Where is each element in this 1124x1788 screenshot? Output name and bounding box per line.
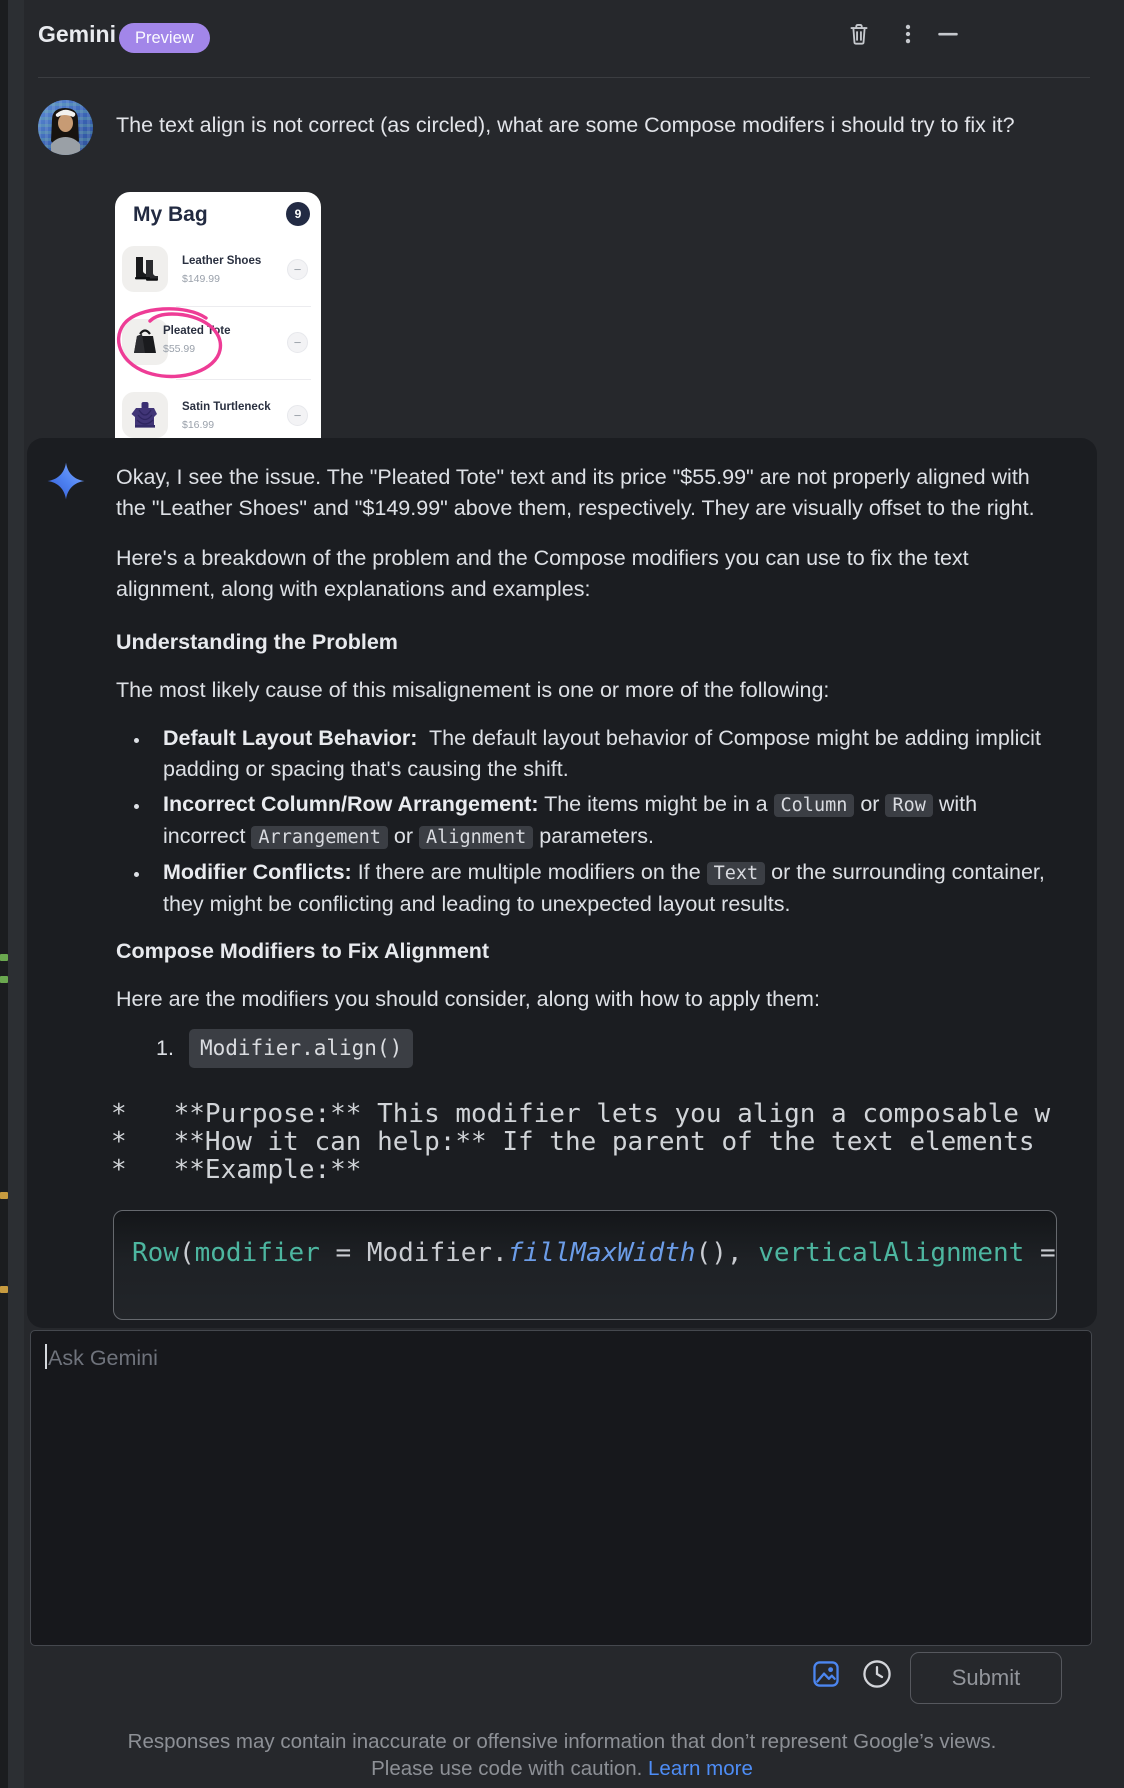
attached-screenshot-my-bag[interactable] xyxy=(115,192,321,454)
disclaimer-line2: Please use code with caution. Learn more xyxy=(371,1756,753,1780)
gutter-mark-green xyxy=(0,976,8,983)
image-icon xyxy=(811,1676,841,1693)
decrease-quantity-button[interactable]: − xyxy=(287,332,308,353)
paragraph: Okay, I see the issue. The "Pleated Tote" text and its price "$55.99" are not properly aligned with the "Leather Shoes" and "$149.99" above them, respectively. They are visually offset to the right. xyxy=(116,465,1035,520)
minimize-button[interactable] xyxy=(934,22,962,50)
text-cursor xyxy=(45,1344,47,1369)
gutter-mark-yellow xyxy=(0,1286,8,1293)
learn-more-link[interactable]: Learn more xyxy=(648,1756,753,1780)
raw-markdown-block: * **Purpose:** This modifier lets you align a composable w * **How it can help:** If the parent of the text elements * **Example:** xyxy=(111,1100,1051,1184)
item-name: Leather Shoes xyxy=(182,255,262,267)
list-item: • Incorrect Column/Row Arrangement: The items might be in a Column or Row with incorrect Arrangement or Alignment parameters. xyxy=(151,789,1061,853)
bag-title: My Bag xyxy=(133,203,208,226)
disclaimer-line1: Responses may contain inaccurate or offensive information that don’t represent Google’s views. xyxy=(127,1730,997,1753)
decrease-quantity-button[interactable]: − xyxy=(287,259,308,280)
item-price: $55.99 xyxy=(163,343,196,355)
list-item: • Default Layout Behavior: The default layout behavior of Compose might be adding implicit padding or spacing that's causing the shift. xyxy=(151,723,1061,785)
input-placeholder: Ask Gemini xyxy=(48,1346,158,1370)
user-avatar xyxy=(38,100,93,155)
product-thumbnail-turtleneck xyxy=(122,392,168,438)
bullet-list xyxy=(116,723,1061,920)
code-block[interactable]: Row(modifier = Modifier.fillMaxWidth(), verticalAlignment = xyxy=(113,1210,1057,1320)
item-name: Pleated Tote xyxy=(163,325,231,337)
disclaimer xyxy=(0,1729,1124,1782)
item-price: $149.99 xyxy=(182,273,220,285)
inline-code: Column xyxy=(774,794,855,817)
prompt-input[interactable] xyxy=(30,1330,1092,1646)
paragraph: Here's a breakdown of the problem and the Compose modifiers you can use to fix the text alignment, along with explanations and examples: xyxy=(116,546,969,601)
more-options-button[interactable] xyxy=(894,22,922,50)
bag-item-pleated-tote xyxy=(122,319,314,367)
submit-button[interactable]: Submit xyxy=(910,1652,1062,1704)
inline-code: Text xyxy=(707,862,766,885)
attach-image-button[interactable] xyxy=(811,1659,841,1694)
item-name: Satin Turtleneck xyxy=(182,401,271,413)
section-heading: Compose Modifiers to Fix Alignment xyxy=(116,939,490,963)
inline-code: Alignment xyxy=(419,826,533,849)
kebab-menu-icon xyxy=(895,21,921,52)
response-content xyxy=(111,462,1061,1320)
numbered-list-item xyxy=(116,1029,1061,1068)
preview-badge: Preview xyxy=(119,23,210,53)
header-divider xyxy=(38,77,1090,78)
bag-item-satin-turtleneck xyxy=(122,392,314,440)
history-button[interactable] xyxy=(861,1658,893,1695)
section-heading: Understanding the Problem xyxy=(116,630,398,654)
product-thumbnail-shoes xyxy=(122,246,168,292)
row-divider xyxy=(176,306,311,307)
trash-icon xyxy=(846,21,872,52)
row-divider xyxy=(176,379,311,380)
user-message: The text align is not correct (as circled), what are some Compose modifers i should try to fix it? xyxy=(116,113,1015,137)
delete-conversation-button[interactable] xyxy=(845,22,873,50)
bag-item-leather-shoes xyxy=(122,246,314,294)
scrollbar-track[interactable] xyxy=(8,0,24,1788)
input-toolbar xyxy=(0,1652,1092,1706)
editor-gutter xyxy=(0,0,8,1788)
paragraph: Here are the modifiers you should consider, along with how to apply them: xyxy=(116,987,820,1011)
panel-title: Gemini xyxy=(38,21,116,47)
bag-count-badge: 9 xyxy=(286,202,310,226)
decrease-quantity-button[interactable]: − xyxy=(287,405,308,426)
gemini-response xyxy=(27,438,1097,1328)
inline-code: Row xyxy=(885,794,932,817)
product-thumbnail-tote xyxy=(122,319,168,365)
gemini-sparkle-icon xyxy=(47,462,85,500)
list-item: • Modifier Conflicts: If there are multiple modifiers on the Text or the surrounding container, they might be conflicting and leading to unexpected layout results. xyxy=(151,857,1061,920)
clock-icon xyxy=(861,1677,893,1694)
paragraph: The most likely cause of this misalignement is one or more of the following: xyxy=(116,678,830,702)
minimize-icon xyxy=(935,21,961,52)
inline-code: Modifier.align() xyxy=(189,1029,413,1068)
gutter-mark-yellow xyxy=(0,1192,8,1199)
list-number: 1. xyxy=(156,1036,174,1060)
inline-code: Arrangement xyxy=(251,826,388,849)
gutter-mark-green xyxy=(0,954,8,961)
item-price: $16.99 xyxy=(182,419,215,431)
